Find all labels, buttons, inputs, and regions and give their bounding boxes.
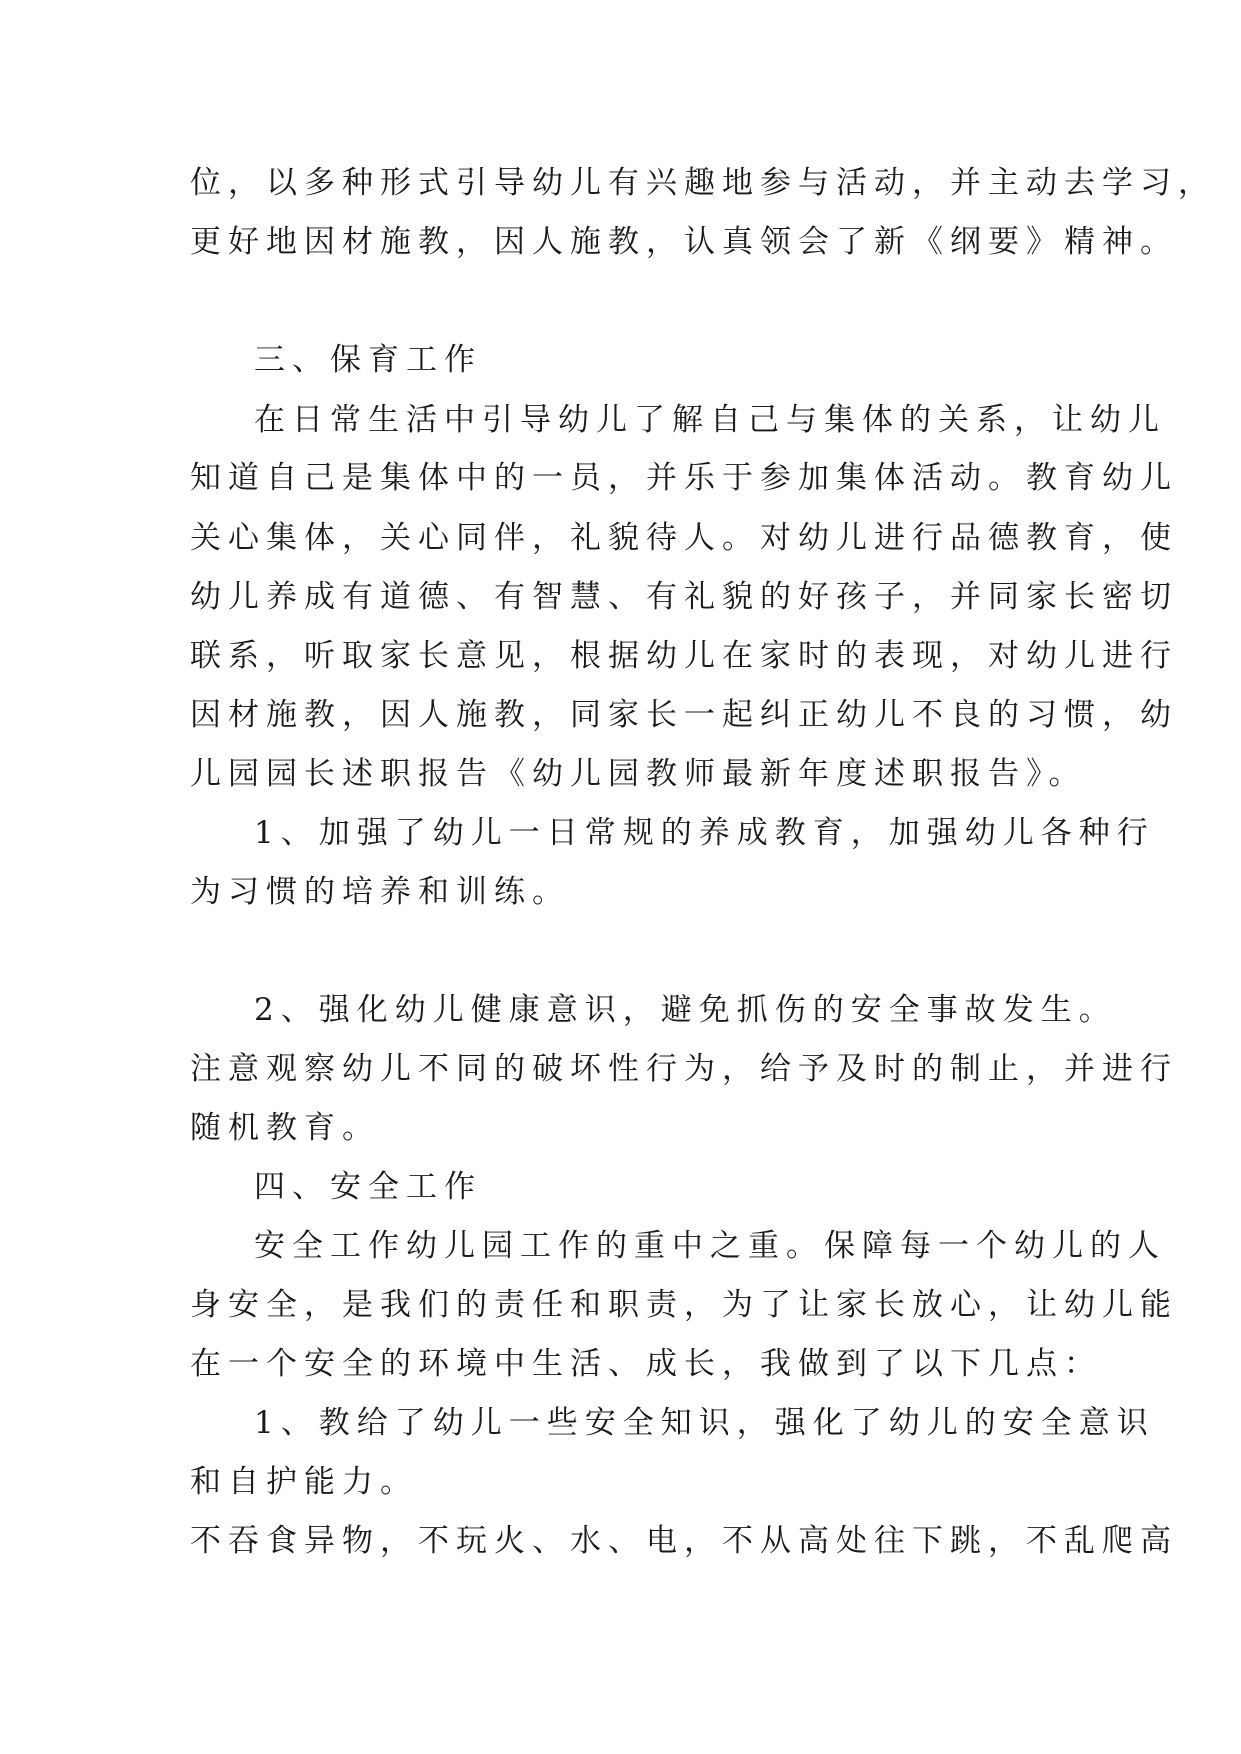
paragraph-line: 身安全，是我们的责任和职责，为了让家长放心，让幼儿能	[190, 1287, 1178, 1323]
paragraph-line: 知道自己是集体中的一员，并乐于参加集体活动。教育幼儿	[190, 460, 1178, 496]
paragraph-line: 注意观察幼儿不同的破坏性行为，给予及时的制止，并进行	[190, 1051, 1178, 1087]
paragraph-line: 随机教育。	[190, 1110, 380, 1146]
paragraph-line: 因材施教，因人施教，同家长一起纠正幼儿不良的习惯，幼	[190, 697, 1178, 733]
paragraph-line: 儿园园长述职报告《幼儿园教师最新年度述职报告》。	[190, 756, 1087, 792]
paragraph-line: 在一个安全的环境中生活、成长，我做到了以下几点：	[190, 1346, 1102, 1382]
section-heading-baoyu: 三、保育工作	[254, 342, 482, 378]
list-item-line: 1、加强了幼儿一日常规的养成教育，加强幼儿各种行	[254, 815, 1155, 851]
list-item-line: 为习惯的培养和训练。	[190, 874, 570, 910]
list-item-line: 和自护能力。	[190, 1464, 418, 1500]
paragraph-line: 幼儿养成有道德、有智慧、有礼貌的好孩子，并同家长密切	[190, 579, 1178, 615]
section-heading-anquan: 四、安全工作	[254, 1169, 482, 1205]
list-item-line: 1、教给了幼儿一些安全知识，强化了幼儿的安全意识	[254, 1405, 1155, 1441]
paragraph-line: 不吞食异物，不玩火、水、电，不从高处往下跳，不乱爬高	[190, 1523, 1178, 1559]
paragraph-line: 关心集体，关心同伴，礼貌待人。对幼儿进行品德教育，使	[190, 520, 1178, 556]
paragraph-line: 位，以多种形式引导幼儿有兴趣地参与活动，并主动去学习，	[190, 165, 1216, 201]
paragraph-line: 在日常生活中引导幼儿了解自己与集体的关系，让幼儿	[254, 402, 1166, 438]
paragraph-line: 安全工作幼儿园工作的重中之重。保障每一个幼儿的人	[254, 1228, 1166, 1264]
list-item-line: 2、强化幼儿健康意识，避免抓伤的安全事故发生。	[254, 992, 1117, 1028]
paragraph-line: 联系，听取家长意见，根据幼儿在家时的表现，对幼儿进行	[190, 638, 1178, 674]
paragraph-line: 更好地因材施教，因人施教，认真领会了新《纲要》精神。	[190, 224, 1178, 260]
